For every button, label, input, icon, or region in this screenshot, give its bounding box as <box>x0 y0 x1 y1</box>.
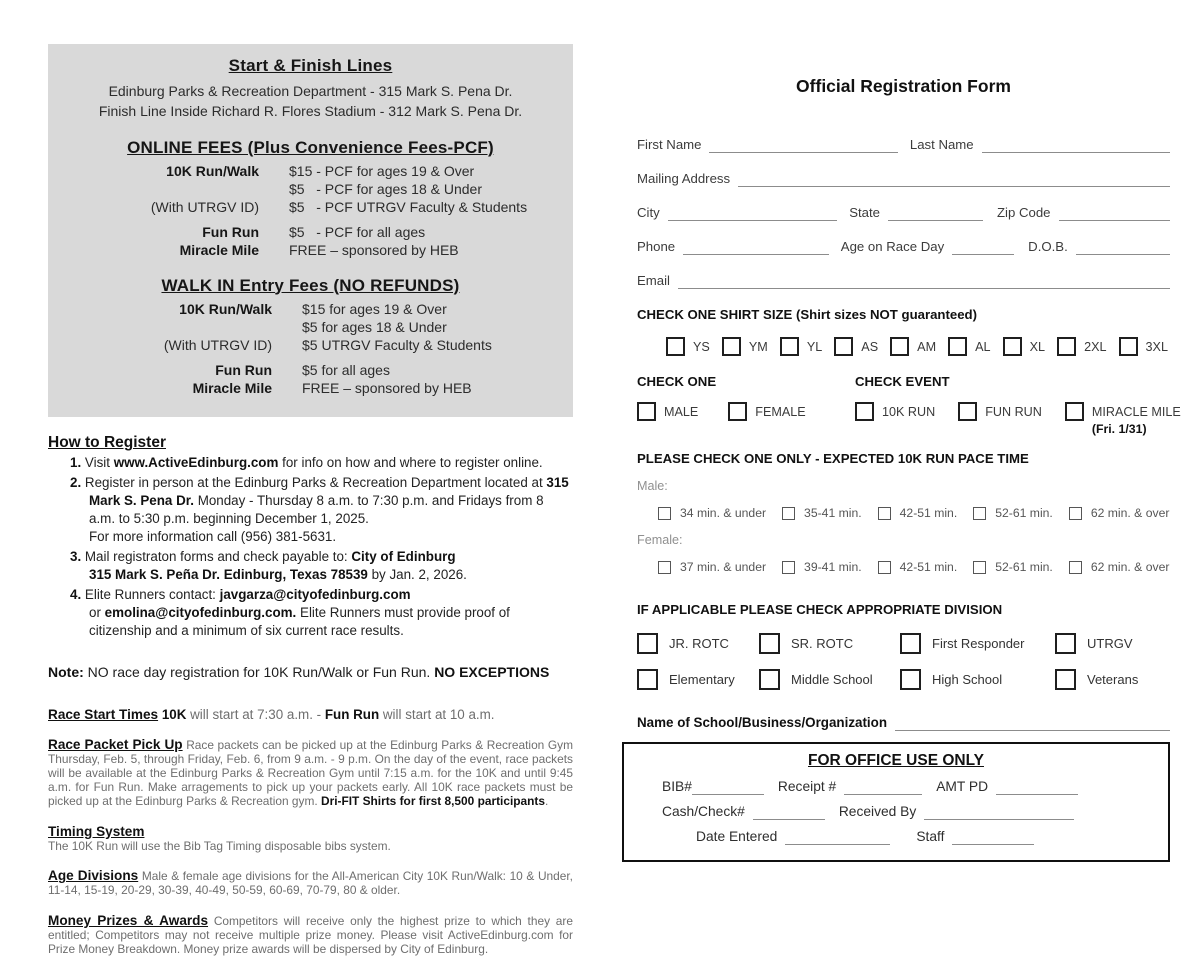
gender-option <box>728 402 805 421</box>
shirt-size-option <box>722 337 768 356</box>
fee-row <box>54 361 567 379</box>
checkbox-male-pace-2[interactable] <box>782 507 795 520</box>
checkbox-male-pace-5[interactable] <box>1069 507 1082 520</box>
organization-row <box>637 709 1170 731</box>
contact-email-2: emolina@cityofedinburg.com. <box>104 605 297 621</box>
checkbox-male-pace-1[interactable] <box>658 507 671 520</box>
flyer-info-column <box>48 44 573 957</box>
shirt-size-label: 3XL <box>1145 339 1168 354</box>
checkbox-male-pace-3[interactable] <box>878 507 891 520</box>
date-entered-label: Date Entered <box>696 829 778 844</box>
fee-label <box>54 180 259 198</box>
checkbox-am[interactable] <box>890 337 909 356</box>
timing-system <box>48 824 573 854</box>
registration-form <box>637 76 1181 862</box>
walkin-fees-title: WALK IN Entry Fees (NO REFUNDS) <box>161 275 460 295</box>
organization-label: Name of School/Business/Organization <box>637 715 888 730</box>
office-use-box <box>622 742 1170 862</box>
age-divisions-text: Male & female age divisions for the All-American City 10K Run/Walk: 10 & Under, 11-14, 15-19, 20-29, 30-39, 40-49, 50-59, 60-69, 70-79, 80 & older. <box>48 869 573 898</box>
fee-label: 10K Run/Walk <box>179 300 272 317</box>
division-label: Elementary <box>669 672 735 687</box>
division-heading: IF APPLICABLE PLEASE CHECK APPROPRIATE DIVISION <box>637 602 1003 617</box>
email-label: Email <box>637 273 670 288</box>
checkbox-female[interactable] <box>728 402 747 421</box>
start-line-address: Edinburg Parks & Recreation Department - 315 Mark S. Pena Dr. <box>108 83 513 99</box>
checkbox-ym[interactable] <box>722 337 741 356</box>
cash-check-label: Cash/Check# <box>662 804 745 819</box>
amt-pd-input[interactable] <box>996 779 1078 795</box>
division-option <box>637 669 759 690</box>
fee-value: $5 - PCF UTRGV Faculty & Students <box>289 198 528 215</box>
pace-label: 52-61 min. <box>995 560 1053 574</box>
date-entered-input[interactable] <box>785 829 890 845</box>
fee-row <box>54 180 567 198</box>
shirt-size-label: YS <box>693 339 710 354</box>
age-divisions-heading: Age Divisions <box>48 868 139 884</box>
checkbox-as[interactable] <box>834 337 853 356</box>
pace-label: 34 min. & under <box>680 506 767 520</box>
checkbox-ys[interactable] <box>666 337 685 356</box>
mailing-address: 315 Mark S. Peña Dr. Edinburg, Texas 78539 <box>89 567 368 583</box>
checkbox-jr-rotc[interactable] <box>637 633 658 654</box>
shirt-size-option <box>1057 337 1106 356</box>
fee-value: $5 for ages 18 & Under <box>302 318 447 335</box>
office-use-title: FOR OFFICE USE ONLY <box>808 752 984 769</box>
pace-option <box>782 560 862 574</box>
phone-label: Phone <box>637 239 676 254</box>
race-time: will start at 10 a.m. <box>382 707 495 722</box>
checkbox-female-pace-2[interactable] <box>782 561 795 574</box>
online-fees-table <box>54 162 567 260</box>
race-start-heading: Race Start Times <box>48 707 159 722</box>
shirt-size-options <box>666 337 1168 356</box>
pace-option <box>658 560 766 574</box>
fee-row <box>54 379 567 397</box>
staff-label: Staff <box>916 829 945 844</box>
packet-pickup-heading: Race Packet Pick Up <box>48 737 183 752</box>
pace-time-heading: PLEASE CHECK ONE ONLY - EXPECTED 10K RUN PACE TIME <box>637 451 1029 466</box>
office-row-3 <box>696 829 1153 845</box>
checkbox-high-school[interactable] <box>900 669 921 690</box>
packet-pickup-text: Race packets can be picked up at the Edinburg Parks & Recreation Gym Thursday, Feb. 5, through Friday, Feb. 6, from 9 a.m. - 9 p.m. On the day of the event, race packets will be available at the Edinburg Parks & Recreation Gym until 7:15 a.m. for the 10K and until 9:45 a.m. for Fun Run. Make arragements to pick up your packets early. All 10K race packets must be picked up at the Edinburg Parks & Recreation gym. <box>48 738 573 808</box>
finish-line-address: Finish Line Inside Richard R. Flores Stadium - 312 Mark S. Pena Dr. <box>98 103 523 120</box>
money-prizes-awards <box>48 913 573 957</box>
event-option <box>958 402 1042 421</box>
mailing-address-label: Mailing Address <box>637 171 731 186</box>
form-title: Official Registration Form <box>796 76 1011 96</box>
contact-email-1: javgarza@cityofedinburg.com <box>219 587 411 603</box>
division-option <box>900 669 1055 690</box>
shirt-size-label: 2XL <box>1084 339 1107 354</box>
race-time: will start at 7:30 a.m. - <box>190 707 322 722</box>
gender-label: FEMALE <box>755 404 806 419</box>
pace-label: 35-41 min. <box>804 506 862 520</box>
pace-option <box>878 506 958 520</box>
checkbox-middle-school[interactable] <box>759 669 780 690</box>
note-paragraph <box>48 664 573 680</box>
checkbox-female-pace-3[interactable] <box>878 561 891 574</box>
check-event-heading: CHECK EVENT <box>855 374 950 389</box>
step-text: Monday - Thursday 8 a.m. to 7:30 p.m. and Fridays from 8 a.m. to 5:30 p.m. beginning December 1, 2025. <box>89 493 544 527</box>
shirt-size-label: YL <box>806 339 823 354</box>
city-state-zip-row <box>637 187 1170 221</box>
fee-value: $5 - PCF for all ages <box>289 224 426 241</box>
no-exceptions-text: NO EXCEPTIONS <box>434 664 550 680</box>
step-number: 4. <box>70 587 82 603</box>
mailing-address-row <box>637 153 1170 187</box>
event-label: FUN RUN <box>985 404 1042 419</box>
fee-label: Fun Run <box>215 362 272 379</box>
fee-label: (With UTRGV ID) <box>163 336 272 353</box>
pace-label: 62 min. & over <box>1090 560 1170 574</box>
checkbox-xl[interactable] <box>1003 337 1022 356</box>
email-input[interactable] <box>678 273 1170 289</box>
last-name-input[interactable] <box>982 137 1170 153</box>
office-row-1 <box>662 779 1153 795</box>
gender-column <box>637 356 855 436</box>
division-option <box>637 633 759 654</box>
race-start-times <box>48 707 573 722</box>
name-row <box>637 119 1170 153</box>
received-by-input[interactable] <box>924 804 1074 820</box>
last-name-label: Last Name <box>909 137 974 152</box>
pace-option <box>1069 506 1170 520</box>
phone-info: For more information call (956) 381-5631. <box>89 529 337 545</box>
money-prizes-heading: Money Prizes & Awards <box>48 913 209 929</box>
division-label: High School <box>932 672 1003 687</box>
fee-label: Fun Run <box>202 224 259 241</box>
step-text: Elite Runners must provide proof of citizenship and a minimum of six current race results. <box>89 605 510 639</box>
pace-label: 42-51 min. <box>899 506 958 520</box>
division-option <box>759 669 900 690</box>
cash-check-input[interactable] <box>753 804 825 820</box>
money-prizes-text: Competitors will receive only the highest prize to which they are entitled; Competitors may not receive multiple prize money. Please visit ActiveEdinburg.com for Prize Money Breakdown. Money prize awards will be dispersed by City of Edinburg. <box>48 914 573 957</box>
mailing-address-input[interactable] <box>738 171 1170 187</box>
checkbox-al[interactable] <box>948 337 967 356</box>
race-name: Fun Run <box>324 707 380 722</box>
shirt-size-option <box>666 337 710 356</box>
pace-label: 62 min. & over <box>1090 506 1170 520</box>
office-row-2 <box>662 804 1153 820</box>
fee-value: $5 for all ages <box>302 362 390 379</box>
first-name-input[interactable] <box>709 137 897 153</box>
checkbox-2xl[interactable] <box>1057 337 1076 356</box>
checkbox-first-responder[interactable] <box>900 633 921 654</box>
fee-value: $5 UTRGV Faculty & Students <box>302 336 492 353</box>
staff-input[interactable] <box>952 829 1034 845</box>
shirt-size-label: XL <box>1029 339 1045 354</box>
shirt-size-option <box>1003 337 1045 356</box>
event-option <box>1065 402 1181 421</box>
how-to-register-heading: How to Register <box>48 434 166 452</box>
first-name-label: First Name <box>637 137 702 152</box>
state-label: State <box>849 205 880 220</box>
shirt-size-label: AL <box>975 339 991 354</box>
state-input[interactable] <box>888 205 983 221</box>
division-label: SR. ROTC <box>791 636 854 651</box>
pace-option <box>973 560 1053 574</box>
shirt-size-option <box>948 337 990 356</box>
fee-row <box>54 223 567 241</box>
miracle-mile-date-note: (Fri. 1/31) <box>1091 422 1147 436</box>
amt-pd-label: AMT PD <box>936 779 989 794</box>
fee-label: Miracle Mile <box>179 242 259 259</box>
fee-label: (With UTRGV ID) <box>150 198 259 215</box>
checkbox-sr-rotc[interactable] <box>759 633 780 654</box>
gender-options <box>637 402 855 421</box>
payee-name: City of Edinburg <box>351 549 456 565</box>
timing-system-heading: Timing System <box>48 823 145 839</box>
fee-value: $15 - PCF for ages 19 & Over <box>289 162 475 179</box>
gender-event-section <box>637 356 1181 436</box>
online-fees-title: ONLINE FEES (Plus Convenience Fees-PCF) <box>127 137 494 157</box>
pace-option <box>658 506 766 520</box>
step-text: for info on how and where to register online. <box>282 455 543 471</box>
shirt-size-option <box>834 337 878 356</box>
shirt-size-option <box>780 337 822 356</box>
division-option <box>900 633 1055 654</box>
fee-row <box>54 241 567 259</box>
shirt-size-option <box>1119 337 1168 356</box>
checkbox-fun-run[interactable] <box>958 402 977 421</box>
fee-value: $15 for ages 19 & Over <box>302 300 447 317</box>
step-text: or <box>89 605 101 621</box>
pace-label: 42-51 min. <box>899 560 958 574</box>
checkbox-male-pace-4[interactable] <box>973 507 986 520</box>
register-step-1 <box>70 454 573 472</box>
phone-age-dob-row <box>637 221 1170 255</box>
age-divisions <box>48 868 573 898</box>
age-on-race-day-input[interactable] <box>952 239 1014 255</box>
female-pace-options <box>658 560 1170 574</box>
checkbox-female-pace-4[interactable] <box>973 561 986 574</box>
division-options-row-1 <box>637 633 1170 654</box>
step-text: Visit <box>84 455 110 471</box>
city-input[interactable] <box>668 205 837 221</box>
pace-label: 39-41 min. <box>804 560 862 574</box>
fee-label: 10K Run/Walk <box>166 162 259 179</box>
fee-value: FREE – sponsored by HEB <box>289 242 459 259</box>
shirt-size-label: AS <box>861 339 879 354</box>
register-step-2 <box>70 474 573 546</box>
receipt-label: Receipt # <box>777 779 837 794</box>
male-pace-label: Male: <box>637 479 668 493</box>
event-option <box>855 402 935 421</box>
zip-code-input[interactable] <box>1059 205 1171 221</box>
event-option-miracle-mile <box>1065 402 1181 436</box>
checkbox-female-pace-5[interactable] <box>1069 561 1082 574</box>
register-step-4 <box>70 586 573 640</box>
organization-input[interactable] <box>895 715 1170 731</box>
start-finish-info-box <box>48 44 573 417</box>
checkbox-3xl[interactable] <box>1119 337 1138 356</box>
division-option <box>759 633 900 654</box>
checkbox-yl[interactable] <box>780 337 799 356</box>
start-finish-title: Start & Finish Lines <box>228 56 393 75</box>
city-label: City <box>637 205 660 220</box>
register-url: www.ActiveEdinburg.com <box>113 455 279 471</box>
email-row <box>637 255 1170 289</box>
step-text: Register in person at the Edinburg Parks & Recreation Department located at <box>84 475 543 491</box>
shirt-size-heading: CHECK ONE SHIRT SIZE (Shirt sizes NOT guaranteed) <box>637 307 977 322</box>
pace-label: 52-61 min. <box>995 506 1053 520</box>
gender-option <box>637 402 698 421</box>
checkbox-utrgv[interactable] <box>1055 633 1076 654</box>
department-address: 315 Mark S. Pena Dr. <box>89 475 569 509</box>
checkbox-miracle-mile[interactable] <box>1065 402 1084 421</box>
received-by-label: Received By <box>838 804 917 819</box>
race-name: 10K <box>161 707 187 722</box>
check-one-heading: CHECK ONE <box>637 374 717 389</box>
division-options-row-2 <box>637 669 1170 690</box>
pace-option <box>878 560 958 574</box>
event-column <box>855 356 1181 436</box>
phone-input[interactable] <box>683 239 829 255</box>
gender-label: MALE <box>664 404 699 419</box>
zip-code-label: Zip Code <box>996 205 1051 220</box>
shirt-size-option <box>890 337 936 356</box>
fee-value: FREE – sponsored by HEB <box>302 380 472 397</box>
event-label: MIRACLE MILE <box>1091 404 1181 419</box>
dob-label: D.O.B. <box>1028 239 1068 254</box>
step-number: 3. <box>70 549 82 565</box>
period: . <box>544 793 549 808</box>
note-label: Note: <box>48 664 84 680</box>
step-text: Elite Runners contact: <box>84 587 216 603</box>
event-options <box>855 402 1181 436</box>
step-number: 1. <box>70 455 82 471</box>
pace-label: 37 min. & under <box>680 560 767 574</box>
walkin-fees-table <box>54 300 567 398</box>
dri-fit-note: Dri-FIT Shirts for first 8,500 participants <box>320 793 545 808</box>
checkbox-elementary[interactable] <box>637 669 658 690</box>
pace-option <box>1069 560 1170 574</box>
shirt-size-label: AM <box>917 339 937 354</box>
checkbox-male[interactable] <box>637 402 656 421</box>
step-text: by Jan. 2, 2026. <box>371 567 467 583</box>
division-option <box>1055 669 1170 690</box>
bib-label: BIB# <box>662 779 692 794</box>
step-text: Mail registraton forms and check payable to: <box>84 549 348 565</box>
event-label: 10K RUN <box>882 404 936 419</box>
division-label: Middle School <box>791 672 873 687</box>
male-pace-options <box>658 506 1170 520</box>
fee-row <box>54 300 567 318</box>
fee-row <box>54 318 567 336</box>
fee-row <box>54 198 567 216</box>
division-label: First Responder <box>932 636 1025 651</box>
checkbox-veterans[interactable] <box>1055 669 1076 690</box>
note-text: NO race day registration for 10K Run/Walk or Fun Run. <box>87 664 431 680</box>
checkbox-10k-run[interactable] <box>855 402 874 421</box>
pace-option <box>782 506 862 520</box>
division-label: JR. ROTC <box>669 636 729 651</box>
fee-label <box>54 318 272 336</box>
division-label: UTRGV <box>1087 636 1133 651</box>
race-packet-pickup <box>48 737 573 809</box>
step-number: 2. <box>70 475 82 491</box>
timing-system-text: The 10K Run will use the Bib Tag Timing disposable bibs system. <box>48 838 391 853</box>
fee-row <box>54 336 567 354</box>
fee-value: $5 - PCF for ages 18 & Under <box>289 180 482 197</box>
checkbox-female-pace-1[interactable] <box>658 561 671 574</box>
dob-input[interactable] <box>1076 239 1170 255</box>
bib-input[interactable] <box>692 779 764 795</box>
receipt-input[interactable] <box>844 779 922 795</box>
division-option <box>1055 633 1170 654</box>
fee-row <box>54 162 567 180</box>
fee-label: Miracle Mile <box>192 380 272 397</box>
pace-option <box>973 506 1053 520</box>
register-step-3 <box>70 548 573 584</box>
shirt-size-label: YM <box>748 339 768 354</box>
division-label: Veterans <box>1087 672 1139 687</box>
female-pace-label: Female: <box>637 533 683 547</box>
age-on-race-day-label: Age on Race Day <box>840 239 945 254</box>
